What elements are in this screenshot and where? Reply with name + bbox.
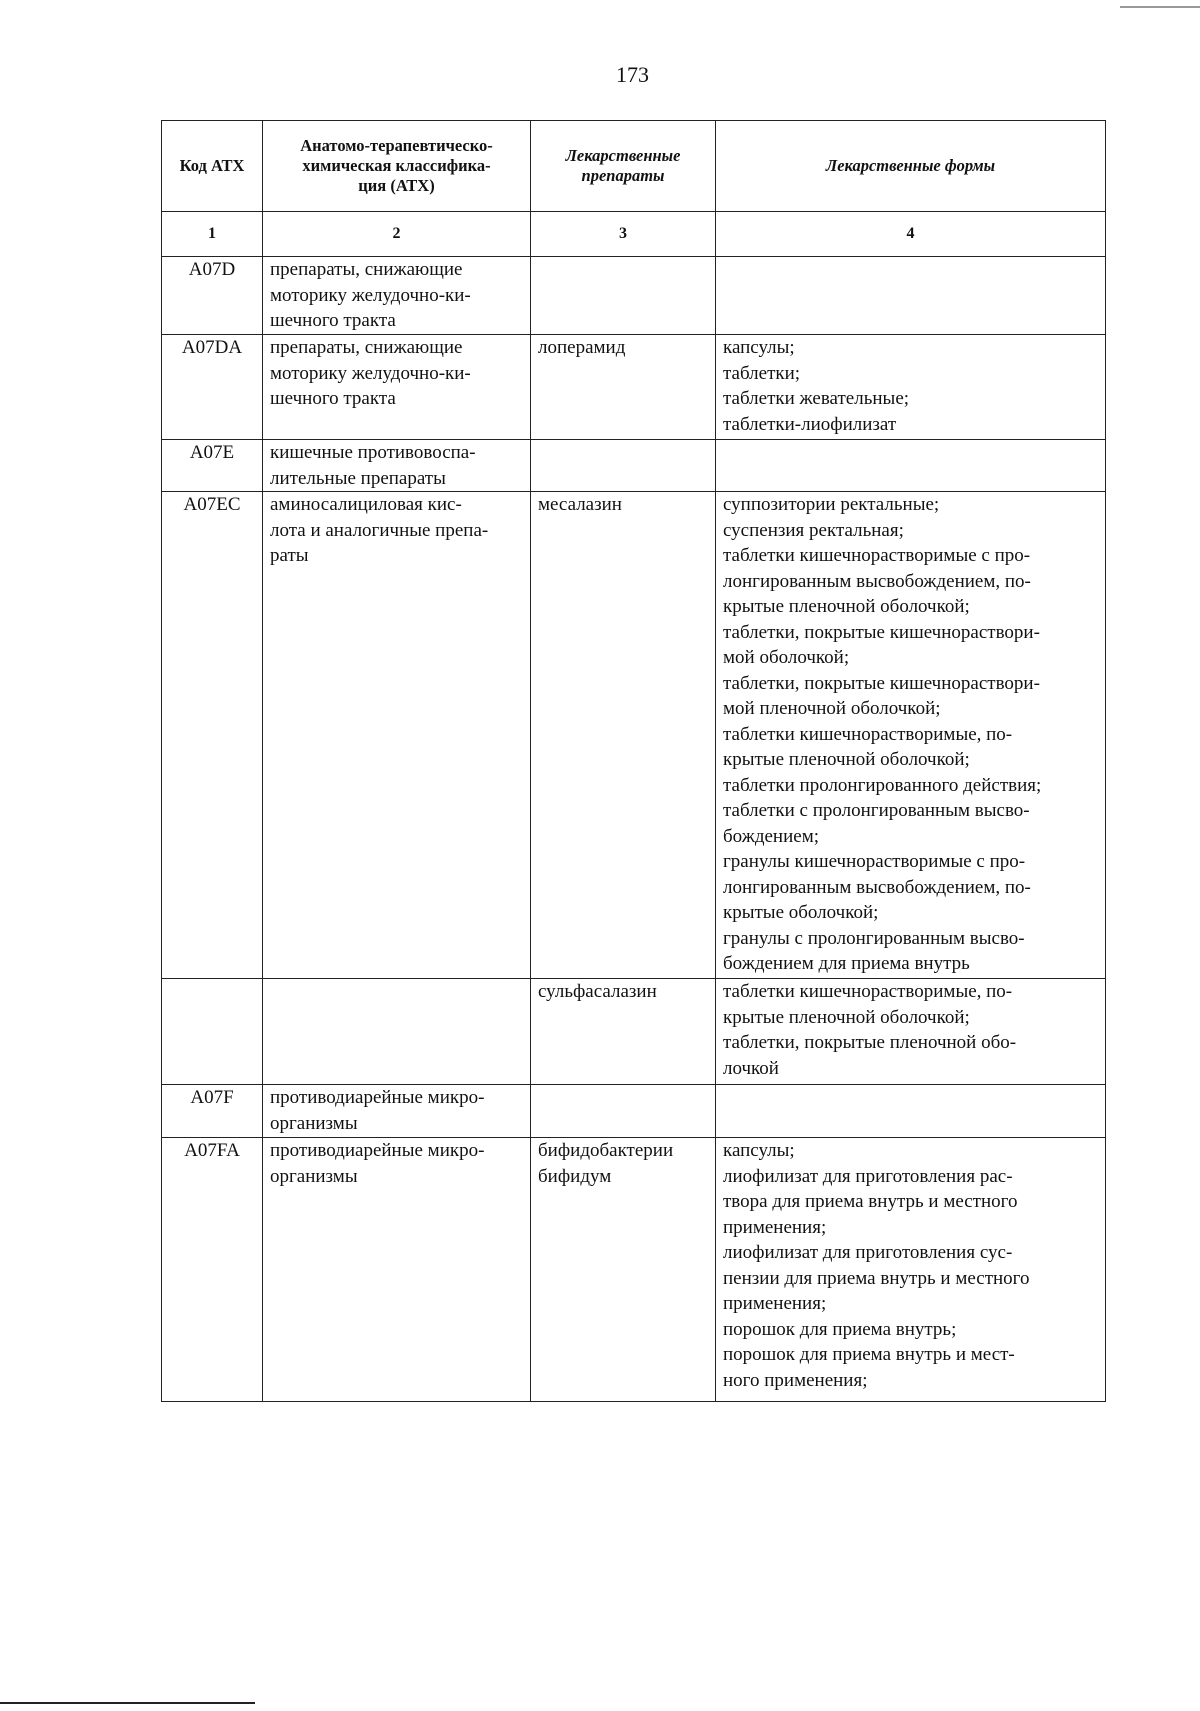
dosage-forms-cell bbox=[716, 492, 1106, 979]
dosage-forms-line: суппозитории ректальные; bbox=[723, 494, 940, 515]
drug-cell bbox=[531, 492, 716, 979]
dosage-forms-line: лочкой bbox=[723, 1057, 779, 1079]
classification-line: лота и аналогичные препа- bbox=[270, 519, 489, 541]
header-row bbox=[162, 121, 1106, 212]
classification-line: препараты, снижающие bbox=[270, 337, 463, 358]
classification-line: противодиарейные микро- bbox=[270, 1140, 485, 1161]
dosage-forms-line: таблетки кишечнорастворимые, по- bbox=[723, 981, 1013, 1002]
atx-code-cell: А07FA bbox=[162, 1138, 263, 1402]
column-number: 4 bbox=[716, 212, 1106, 257]
dosage-forms-line: таблетки, покрытые кишечнораствори- bbox=[723, 672, 1040, 694]
atx-code-cell: А07DA bbox=[162, 335, 263, 440]
table-row bbox=[162, 335, 1106, 440]
dosage-forms-line: гранулы с пролонгированным высво- bbox=[723, 927, 1025, 949]
scan-edge-mark bbox=[1120, 6, 1200, 8]
dosage-forms-line: ного применения; bbox=[723, 1369, 868, 1391]
classification-line: организмы bbox=[270, 1112, 358, 1134]
dosage-forms-line: гранулы кишечнорастворимые с про- bbox=[723, 851, 1026, 872]
dosage-forms-line: применения; bbox=[723, 1293, 827, 1314]
dosage-forms-cell bbox=[716, 1138, 1106, 1402]
dosage-forms-cell bbox=[716, 1085, 1106, 1138]
drug-line: месалазин bbox=[538, 494, 622, 515]
classification-line: раты bbox=[270, 545, 309, 566]
classification-line: организмы bbox=[270, 1165, 358, 1187]
atx-code-cell: А07F bbox=[162, 1085, 263, 1138]
dosage-forms-line: пензии для приема внутрь и местного bbox=[723, 1267, 1030, 1289]
dosage-forms-cell bbox=[716, 335, 1106, 440]
drug-cell bbox=[531, 1085, 716, 1138]
table-row bbox=[162, 979, 1106, 1085]
classification-line: моторику желудочно-ки- bbox=[270, 284, 471, 306]
dosage-forms-line: порошок для приема внутрь и мест- bbox=[723, 1344, 1015, 1365]
table-row bbox=[162, 492, 1106, 979]
atx-code-cell bbox=[162, 979, 263, 1085]
dosage-forms-line: бождением для приема внутрь bbox=[723, 953, 970, 974]
dosage-forms-line: крытые оболочкой; bbox=[723, 902, 879, 923]
classification-cell bbox=[263, 979, 531, 1085]
drug-line: бифидум bbox=[538, 1165, 612, 1187]
table-body bbox=[162, 257, 1106, 1402]
dosage-forms-line: лонгированным высвобождением, по- bbox=[723, 876, 1031, 898]
header-classification: Анатомо-терапевтическо- химическая классифика- ция (АТХ) bbox=[263, 121, 531, 212]
drug-cell bbox=[531, 257, 716, 335]
dosage-forms-line: лиофилизат для приготовления рас- bbox=[723, 1165, 1013, 1187]
dosage-forms-cell bbox=[716, 979, 1106, 1085]
classification-line: моторику желудочно-ки- bbox=[270, 362, 471, 384]
dosage-forms-line: таблетки кишечнорастворимые с про- bbox=[723, 545, 1031, 566]
drug-cell bbox=[531, 440, 716, 492]
classification-cell bbox=[263, 1138, 531, 1402]
atx-code-cell: А07ЕС bbox=[162, 492, 263, 979]
dosage-forms-line: порошок для приема внутрь; bbox=[723, 1318, 957, 1340]
drug-line: бифидобактерии bbox=[538, 1140, 674, 1161]
dosage-forms-line: мой оболочкой; bbox=[723, 647, 850, 668]
column-number: 1 bbox=[162, 212, 263, 257]
dosage-forms-line: крытые пленочной оболочкой; bbox=[723, 1006, 970, 1028]
dosage-forms-line: лонгированным высвобождением, по- bbox=[723, 570, 1031, 592]
classification-line: противодиарейные микро- bbox=[270, 1087, 485, 1108]
page-number: 173 bbox=[616, 62, 649, 87]
atx-code-cell: А07Е bbox=[162, 440, 263, 492]
classification-line: шечного тракта bbox=[270, 388, 396, 409]
header-forms: Лекарственные формы bbox=[716, 121, 1106, 212]
classification-cell bbox=[263, 440, 531, 492]
atx-code-cell: А07D bbox=[162, 257, 263, 335]
dosage-forms-line: суспензия ректальная; bbox=[723, 519, 904, 541]
dosage-forms-line: таблетки, покрытые пленочной обо- bbox=[723, 1032, 1017, 1053]
drug-line: сульфасалазин bbox=[538, 981, 657, 1002]
classification-cell bbox=[263, 1085, 531, 1138]
column-number: 2 bbox=[263, 212, 531, 257]
drug-cell bbox=[531, 1138, 716, 1402]
dosage-forms-line: таблетки-лиофилизат bbox=[723, 413, 897, 435]
dosage-forms-line: таблетки жевательные; bbox=[723, 388, 910, 409]
table-row bbox=[162, 1138, 1106, 1402]
dosage-forms-line: крытые пленочной оболочкой; bbox=[723, 596, 970, 617]
classification-line: препараты, снижающие bbox=[270, 259, 463, 280]
table-row bbox=[162, 1085, 1106, 1138]
dosage-forms-line: крытые пленочной оболочкой; bbox=[723, 749, 970, 770]
dosage-forms-line: таблетки кишечнорастворимые, по- bbox=[723, 723, 1013, 745]
column-number-row bbox=[162, 212, 1106, 257]
dosage-forms-line: мой пленочной оболочкой; bbox=[723, 698, 941, 719]
drug-line: лоперамид bbox=[538, 337, 626, 358]
classification-line: шечного тракта bbox=[270, 310, 396, 331]
dosage-forms-line: капсулы; bbox=[723, 1140, 795, 1161]
table-row bbox=[162, 257, 1106, 335]
dosage-forms-line: таблетки пролонгированного действия; bbox=[723, 774, 1042, 796]
header-code: Код АТХ bbox=[162, 121, 263, 212]
dosage-forms-line: лиофилизат для приготовления сус- bbox=[723, 1242, 1013, 1263]
classification-line: кишечные противовоспа- bbox=[270, 442, 476, 463]
dosage-forms-line: капсулы; bbox=[723, 337, 795, 358]
drug-cell bbox=[531, 979, 716, 1085]
dosage-forms-line: таблетки; bbox=[723, 362, 801, 384]
dosage-forms-cell bbox=[716, 440, 1106, 492]
table-row bbox=[162, 440, 1106, 492]
classification-cell bbox=[263, 492, 531, 979]
dosage-forms-line: твора для приема внутрь и местного bbox=[723, 1191, 1018, 1212]
classification-line: аминосалициловая кис- bbox=[270, 494, 462, 515]
dosage-forms-line: бождением; bbox=[723, 825, 819, 847]
column-number: 3 bbox=[531, 212, 716, 257]
dosage-forms-line: таблетки, покрытые кишечнораствори- bbox=[723, 621, 1040, 643]
dosage-forms-line: таблетки с пролонгированным высво- bbox=[723, 800, 1030, 821]
scan-bottom-rule bbox=[0, 1702, 255, 1704]
classification-cell bbox=[263, 335, 531, 440]
dosage-forms-cell bbox=[716, 257, 1106, 335]
header-drugs: Лекарственные препараты bbox=[531, 121, 716, 212]
classification-cell bbox=[263, 257, 531, 335]
dosage-forms-line: применения; bbox=[723, 1216, 827, 1238]
atx-table bbox=[161, 120, 1106, 1402]
drug-cell bbox=[531, 335, 716, 440]
classification-line: лительные препараты bbox=[270, 467, 446, 489]
